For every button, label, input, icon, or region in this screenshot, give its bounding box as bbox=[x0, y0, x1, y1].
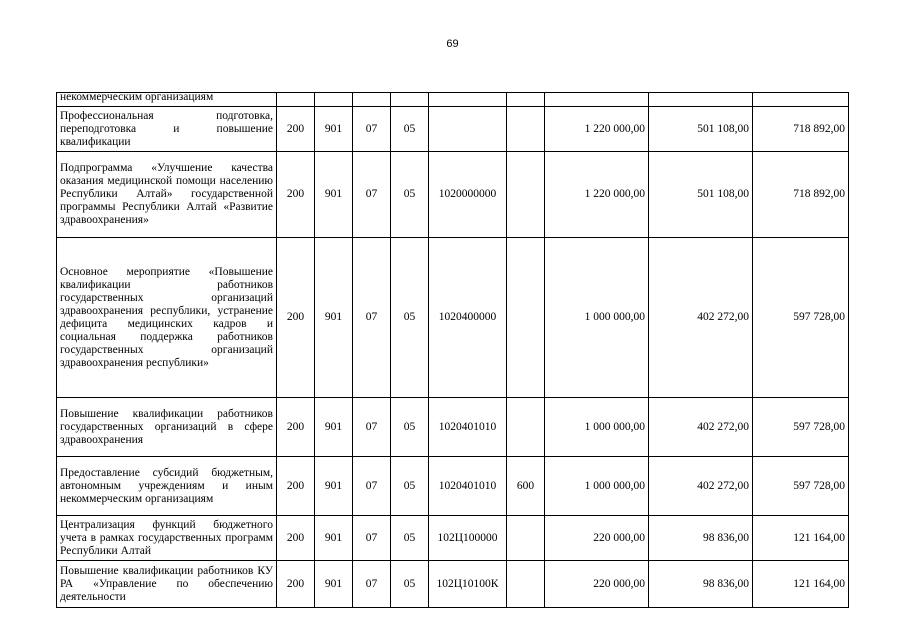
cell-c4: 05 bbox=[391, 457, 429, 516]
cell-amount-1: 1 000 000,00 bbox=[545, 238, 649, 398]
cell-code: 1020000000 bbox=[429, 152, 507, 238]
cell-c4: 05 bbox=[391, 516, 429, 561]
cell-amount-2: 501 108,00 bbox=[649, 152, 753, 238]
budget-table bbox=[56, 92, 849, 608]
cell-c1 bbox=[277, 93, 315, 107]
table-row bbox=[57, 152, 849, 238]
cell-c2: 901 bbox=[315, 398, 353, 457]
cell-c1: 200 bbox=[277, 516, 315, 561]
cell-code: 1020400000 bbox=[429, 238, 507, 398]
cell-vr: 600 bbox=[507, 457, 545, 516]
cell-c1: 200 bbox=[277, 152, 315, 238]
row-name: Централизация функций бюджетного учета в рамках государственных программ Республики Алтай bbox=[57, 516, 277, 561]
cell-amount-1 bbox=[545, 93, 649, 107]
cell-amount-3: 597 728,00 bbox=[753, 238, 849, 398]
cell-c3: 07 bbox=[353, 457, 391, 516]
cell-c2 bbox=[315, 93, 353, 107]
row-name: некоммерческим организациям bbox=[57, 93, 277, 107]
cell-c2: 901 bbox=[315, 561, 353, 608]
cell-c4: 05 bbox=[391, 107, 429, 152]
cell-amount-2: 98 836,00 bbox=[649, 561, 753, 608]
cell-amount-1: 1 220 000,00 bbox=[545, 107, 649, 152]
row-name: Профессиональная подготовка, переподготовка и повышение квалификации bbox=[57, 107, 277, 152]
row-name: Подпрограмма «Улучшение качества оказания медицинской помощи населению Республики Алтай» государственной программы Республики Алтай «Развитие здравоохранения» bbox=[57, 152, 277, 238]
cell-c4 bbox=[391, 93, 429, 107]
cell-amount-2: 402 272,00 bbox=[649, 238, 753, 398]
cell-code bbox=[429, 93, 507, 107]
cell-c1: 200 bbox=[277, 398, 315, 457]
cell-c2: 901 bbox=[315, 516, 353, 561]
cell-c2: 901 bbox=[315, 457, 353, 516]
cell-c3: 07 bbox=[353, 238, 391, 398]
cell-c2: 901 bbox=[315, 152, 353, 238]
cell-c3: 07 bbox=[353, 561, 391, 608]
table-row bbox=[57, 107, 849, 152]
cell-code: 1020401010 bbox=[429, 457, 507, 516]
cell-amount-3: 597 728,00 bbox=[753, 457, 849, 516]
cell-amount-1: 1 000 000,00 bbox=[545, 457, 649, 516]
cell-amount-1: 220 000,00 bbox=[545, 516, 649, 561]
cell-c4: 05 bbox=[391, 238, 429, 398]
cell-vr bbox=[507, 561, 545, 608]
row-name: Повышение квалификации работников государственных организаций в сфере здравоохранения bbox=[57, 398, 277, 457]
cell-code: 1020401010 bbox=[429, 398, 507, 457]
row-name: Основное мероприятие «Повышение квалификации работников государственных организаций здравоохранения республики, устранение дефицита медицинских кадров и социальная поддержка работников государственных организаций здравоохранения республики» bbox=[57, 238, 277, 398]
cell-vr bbox=[507, 152, 545, 238]
row-name: Повышение квалификации работников КУ РА «Управление по обеспечению деятельности bbox=[57, 561, 277, 608]
cell-amount-2: 402 272,00 bbox=[649, 398, 753, 457]
cell-amount-1: 220 000,00 bbox=[545, 561, 649, 608]
cell-amount-3: 718 892,00 bbox=[753, 107, 849, 152]
cell-c4: 05 bbox=[391, 152, 429, 238]
cell-amount-2: 402 272,00 bbox=[649, 457, 753, 516]
cell-c1: 200 bbox=[277, 107, 315, 152]
cell-amount-3 bbox=[753, 93, 849, 107]
cell-vr bbox=[507, 93, 545, 107]
table-row bbox=[57, 238, 849, 398]
cell-amount-1: 1 000 000,00 bbox=[545, 398, 649, 457]
cell-c3: 07 bbox=[353, 516, 391, 561]
cell-c2: 901 bbox=[315, 238, 353, 398]
cell-vr bbox=[507, 107, 545, 152]
table-row bbox=[57, 457, 849, 516]
cell-code: 102Ц10100К bbox=[429, 561, 507, 608]
cell-vr bbox=[507, 238, 545, 398]
cell-amount-2 bbox=[649, 93, 753, 107]
cell-c2: 901 bbox=[315, 107, 353, 152]
cell-c1: 200 bbox=[277, 457, 315, 516]
cell-vr bbox=[507, 516, 545, 561]
cell-c4: 05 bbox=[391, 561, 429, 608]
table-row bbox=[57, 561, 849, 608]
row-name: Предоставление субсидий бюджетным, автономным учреждениям и иным некоммерческим организациям bbox=[57, 457, 277, 516]
cell-amount-2: 98 836,00 bbox=[649, 516, 753, 561]
cell-c3 bbox=[353, 93, 391, 107]
page-number: 69 bbox=[446, 38, 459, 50]
cell-amount-3: 121 164,00 bbox=[753, 516, 849, 561]
cell-amount-3: 121 164,00 bbox=[753, 561, 849, 608]
cell-code bbox=[429, 107, 507, 152]
cell-code: 102Ц100000 bbox=[429, 516, 507, 561]
cell-c3: 07 bbox=[353, 107, 391, 152]
cell-c1: 200 bbox=[277, 238, 315, 398]
cell-vr bbox=[507, 398, 545, 457]
cell-amount-2: 501 108,00 bbox=[649, 107, 753, 152]
cell-amount-3: 597 728,00 bbox=[753, 398, 849, 457]
cell-amount-1: 1 220 000,00 bbox=[545, 152, 649, 238]
cell-c3: 07 bbox=[353, 152, 391, 238]
table-row bbox=[57, 516, 849, 561]
cell-c1: 200 bbox=[277, 561, 315, 608]
cell-c4: 05 bbox=[391, 398, 429, 457]
table-row bbox=[57, 93, 849, 107]
cell-amount-3: 718 892,00 bbox=[753, 152, 849, 238]
table-row bbox=[57, 398, 849, 457]
cell-c3: 07 bbox=[353, 398, 391, 457]
